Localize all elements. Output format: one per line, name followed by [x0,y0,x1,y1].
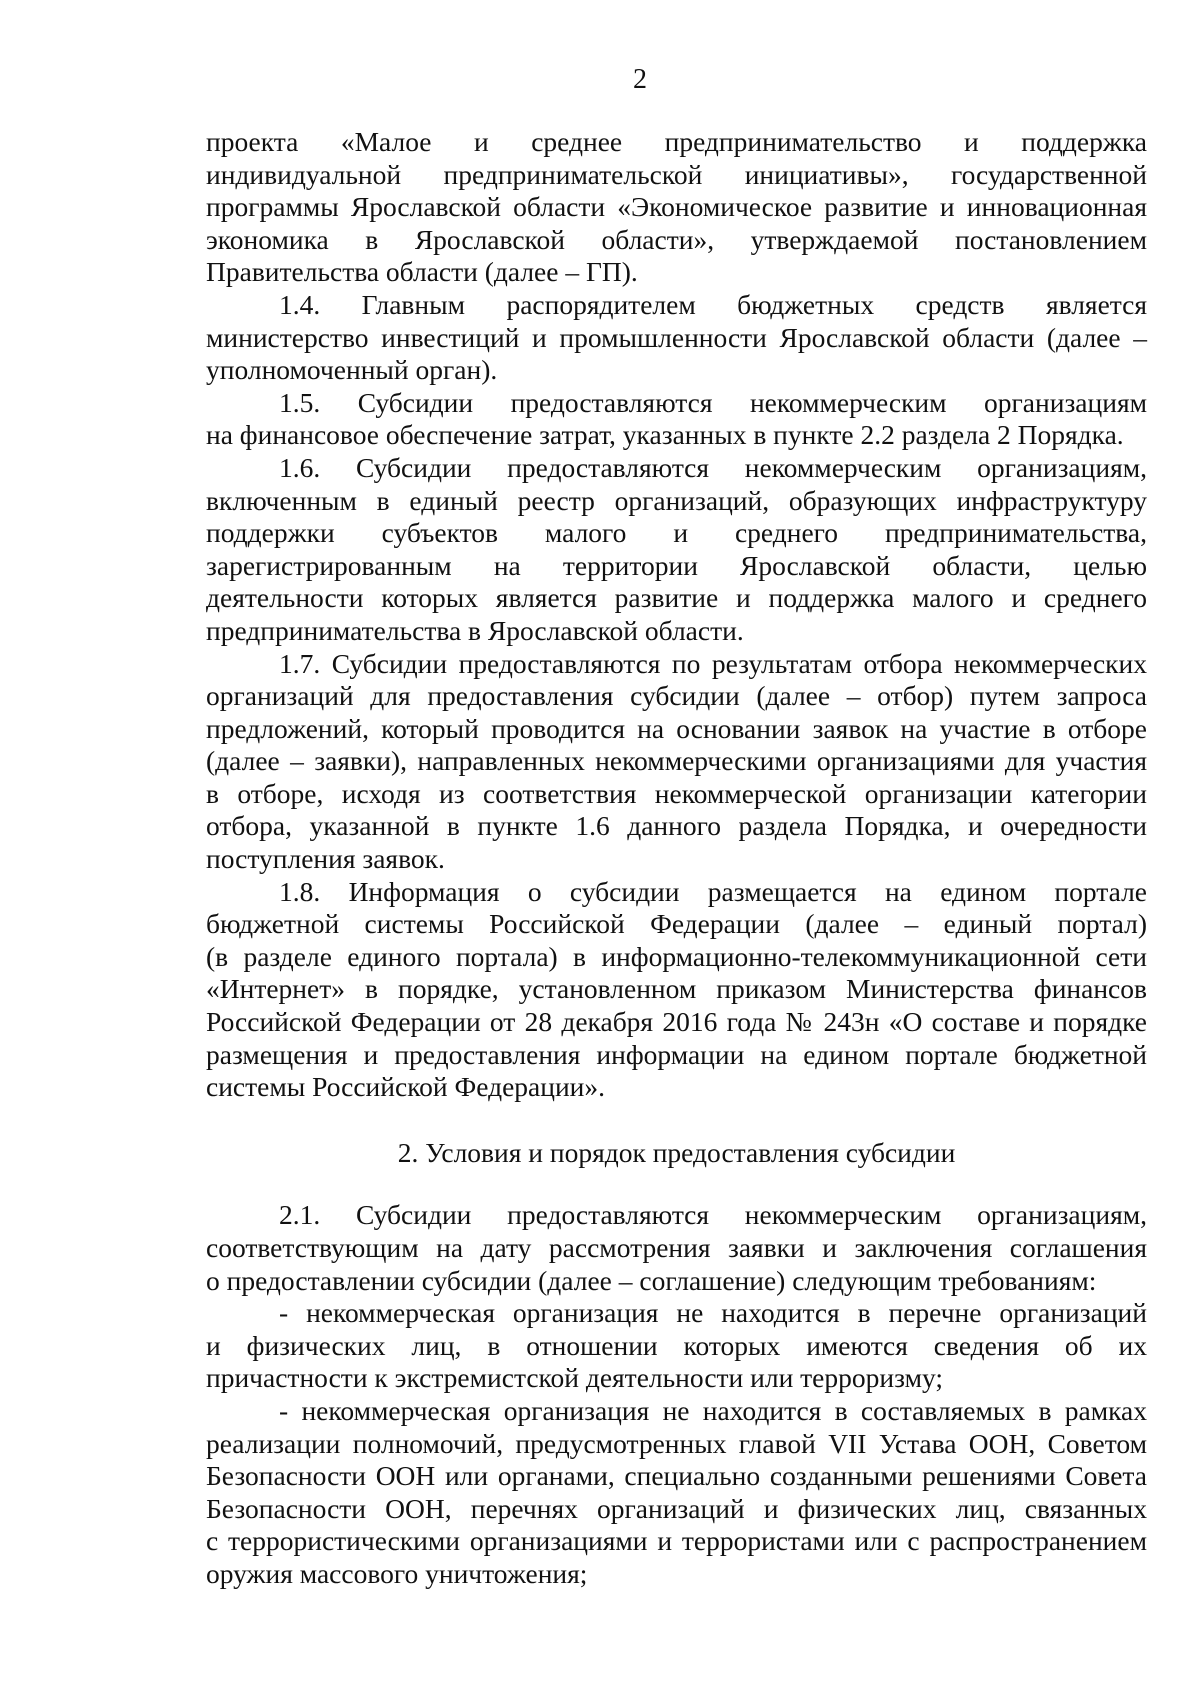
text-line: оружия массового уничтожения; [206,1557,588,1589]
paragraph-1-6 [206,452,1147,648]
text-line: Безопасности ООН или органами, специально созданными решениями Совета [206,1460,1147,1492]
text-line: соответствующим на дату рассмотрения заявки и заключения соглашения [206,1232,1147,1263]
text-line: экономика в Ярославской области», утверждаемой постановлением [206,223,1147,255]
text-line: 1.4. Главным распорядителем бюджетных средств является [279,288,1147,320]
text-line: деятельности которых является развитие и поддержка малого и среднего [206,582,1147,614]
text-line: Российской Федерации от 28 декабря 2016 года № 243н «О составе и порядке [206,1006,1147,1038]
text-line: отбора, указанной в пункте 1.6 данного раздела Порядка, и очередности [206,810,1147,842]
text-line: программы Ярославской области «Экономическое развитие и инновационная [206,191,1147,223]
list-item-requirement [206,1297,1147,1395]
text-line: 1.5. Субсидии предоставляются некоммерческим организациям [279,386,1147,418]
text-line: индивидуальной предпринимательской инициативы», государственной [206,158,1147,190]
text-line: Безопасности ООН, перечнях организаций и физических лиц, связанных [206,1492,1147,1524]
text-line: «Интернет» в порядке, установленном приказом Министерства финансов [206,973,1147,1005]
text-line: 1.6. Субсидии предоставляются некоммерческим организациям, [279,451,1147,483]
paragraph-1-4 [206,289,1147,387]
spacer [206,1169,1147,1199]
text-line: организаций для предоставления субсидии (далее – отбор) путем запроса [206,680,1147,712]
paragraph-1-5 [206,387,1147,452]
section-title: 2. Условия и порядок предоставления субсидии [397,1136,956,1168]
paragraph-1-8 [206,876,1147,1104]
text-line: проекта «Малое и среднее предпринимательство и поддержка [206,126,1147,157]
text-line: - некоммерческая организация не находится в перечне организаций [279,1297,1147,1329]
text-line: Правительства области (далее – ГП). [206,256,638,288]
list-item-requirement [206,1395,1147,1591]
page-number: 2 [633,64,647,95]
spacer [206,1104,1147,1137]
text-line: о предоставлении субсидии (далее – соглашение) следующим требованиям: [206,1264,1097,1296]
text-line: на финансовое обеспечение затрат, указанных в пункте 2.2 раздела 2 Порядка. [206,419,1124,451]
document-body [206,126,1147,1591]
paragraph-continuation [206,126,1147,289]
text-line: предложений, который проводится на основании заявок на участие в отборе [206,712,1147,744]
text-line: в отборе, исходя из соответствия некоммерческой организации категории [206,777,1147,809]
text-line: включенным в единый реестр организаций, образующих инфраструктуру [206,484,1147,516]
text-line: и физических лиц, в отношении которых имеются сведения об их [206,1329,1147,1361]
text-line: министерство инвестиций и промышленности Ярославской области (далее – [206,321,1147,353]
text-line: 1.8. Информация о субсидии размещается на едином портале [279,875,1147,907]
text-line: системы Российской Федерации». [206,1071,606,1103]
text-line: 2.1. Субсидии предоставляются некоммерческим организациям, [279,1199,1147,1231]
text-line: 1.7. Субсидии предоставляются по результатам отбора некоммерческих [279,647,1147,679]
text-line: реализации полномочий, предусмотренных главой VII Устава ООН, Советом [206,1427,1147,1459]
text-line: бюджетной системы Российской Федерации (далее – единый портал) [206,908,1147,940]
text-line: с террористическими организациями и террористами или с распространением [206,1525,1147,1557]
text-line: зарегистрированным на территории Ярославской области, целью [206,549,1147,581]
text-line: поддержки субъектов малого и среднего предпринимательства, [206,517,1147,549]
text-line: размещения и предоставления информации на едином портале бюджетной [206,1038,1147,1070]
text-line: уполномоченный орган). [206,354,498,386]
text-line: причастности к экстремистской деятельности или терроризму; [206,1362,944,1394]
text-line: - некоммерческая организация не находится в составляемых в рамках [279,1394,1147,1426]
paragraph-2-1 [206,1199,1147,1297]
text-line: поступления заявок. [206,843,445,875]
text-line: (далее – заявки), направленных некоммерческими организациями для участия [206,745,1147,777]
text-line: (в разделе единого портала) в информационно-телекоммуникационной сети [206,940,1147,972]
text-line: предпринимательства в Ярославской области. [206,614,744,646]
paragraph-1-7 [206,648,1147,876]
